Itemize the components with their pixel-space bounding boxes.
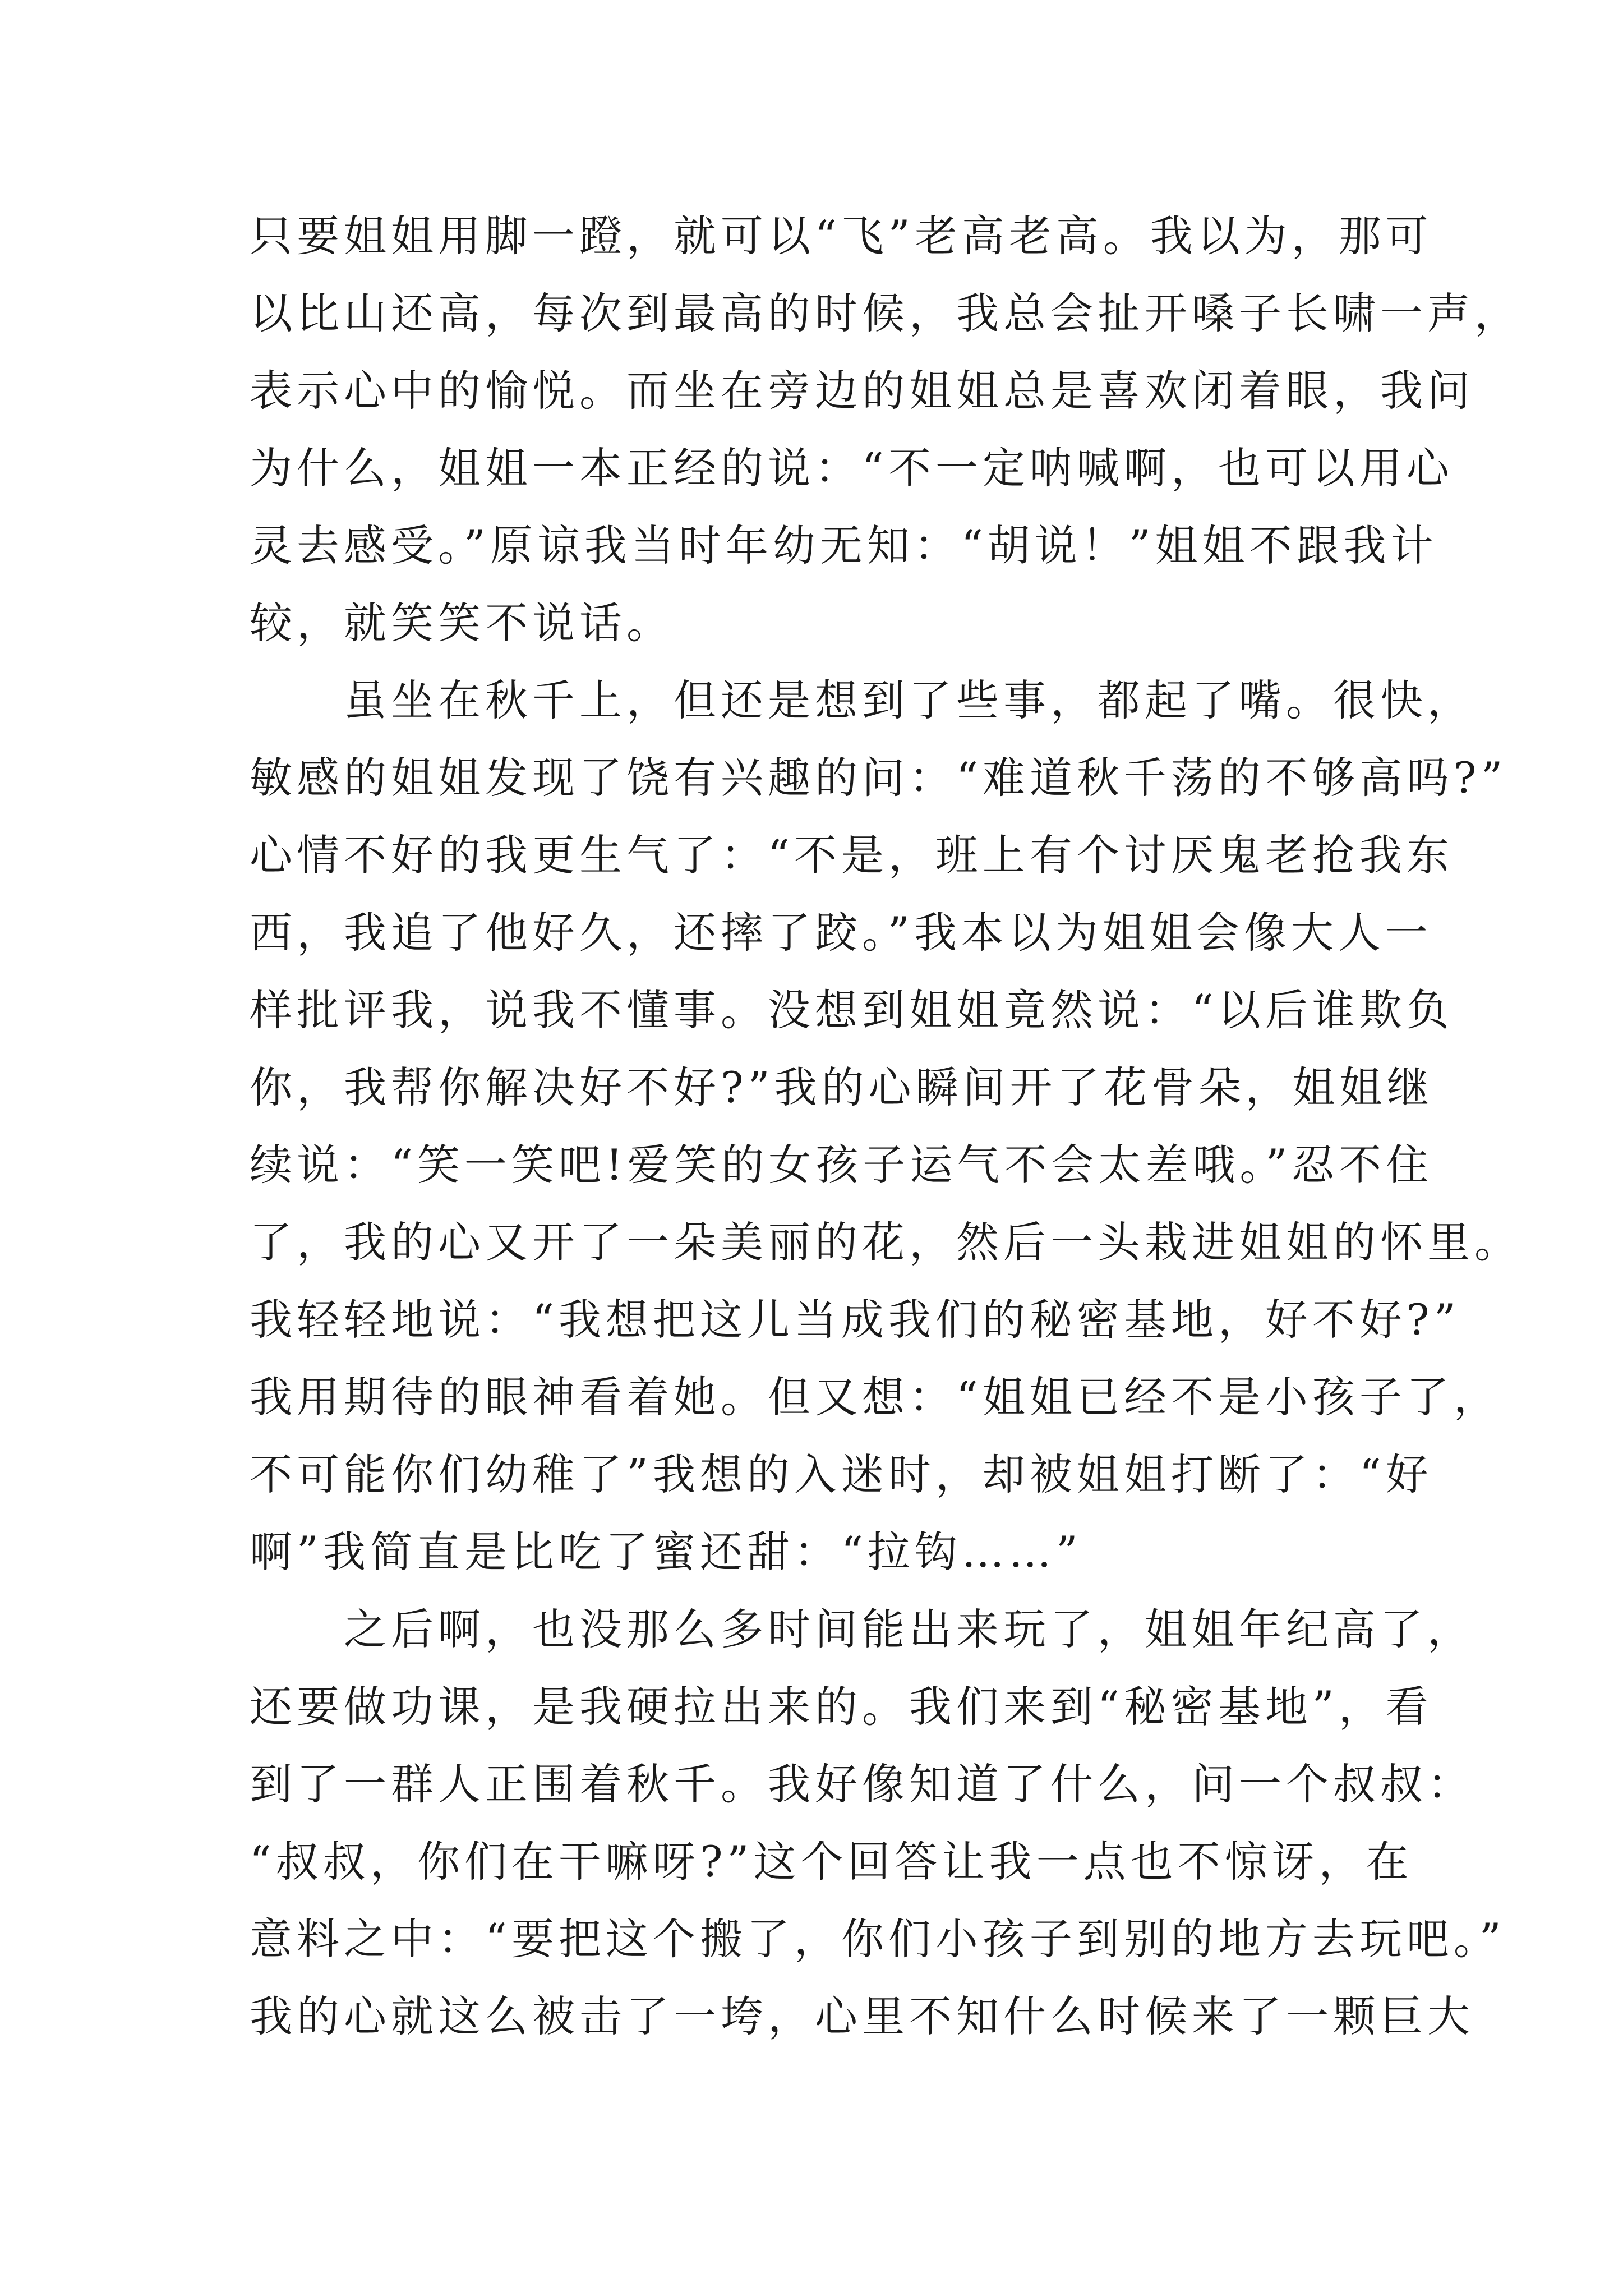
- text-line: 啊”我简直是比吃了蜜还甜：“拉钩……”: [250, 1527, 1082, 1577]
- text-line: 只要姐姐用脚一蹬，就可以“飞”老高老高。我以为，那可: [250, 211, 1433, 261]
- text-line: 灵去感受。”原谅我当时年幼无知：“胡说！”姐姐不跟我计: [250, 521, 1438, 570]
- text-line: 我的心就这么被击了一垮，心里不知什么时候来了一颗巨大: [250, 1991, 1474, 2041]
- text-line: 较，就笑笑不说话。: [250, 598, 674, 648]
- text-line: 样批评我，说我不懂事。没想到姐姐竟然说：“以后谁欺负: [250, 985, 1454, 1035]
- text-line: 之后啊，也没那么多时间能出来玩了，姐姐年纪高了，: [250, 1604, 1474, 1654]
- text-line: 了，我的心又开了一朵美丽的花，然后一头栽进姐姐的怀里。: [250, 1217, 1521, 1267]
- text-line: 不可能你们幼稚了”我想的入迷时，却被姐姐打断了：“好: [250, 1450, 1433, 1499]
- body-text: [250, 197, 1521, 2055]
- text-line: 以比山还高，每次到最高的时候，我总会扯开嗓子长啸一声，: [250, 288, 1521, 338]
- text-line: 表示心中的愉悦。而坐在旁边的姐姐总是喜欢闭着眼，我问: [250, 366, 1474, 416]
- text-line: “叔叔，你们在干嘛呀?”这个回答让我一点也不惊讶，在: [250, 1837, 1413, 1887]
- text-line: 还要做功课，是我硬拉出来的。我们来到“秘密基地”，看: [250, 1682, 1433, 1732]
- text-line: 你，我帮你解决好不好?”我的心瞬间开了花骨朵，姐姐继: [250, 1062, 1434, 1112]
- text-line: 敏感的姐姐发现了饶有兴趣的问：“难道秋千荡的不够高吗?”: [250, 753, 1507, 803]
- text-line: 到了一群人正围着秋千。我好像知道了什么，问一个叔叔：: [250, 1759, 1474, 1809]
- text-line: 心情不好的我更生气了：“不是，班上有个讨厌鬼老抢我东: [250, 830, 1454, 880]
- text-line: 为什么，姐姐一本正经的说：“不一定呐喊啊，也可以用心: [250, 443, 1454, 493]
- text-line: 西，我追了他好久，还摔了跤。”我本以为姐姐会像大人一: [250, 908, 1432, 958]
- text-line: 我用期待的眼神看着她。但又想：“姐姐已经不是小孩子了，: [250, 1372, 1501, 1422]
- text-line: 续说：“笑一笑吧!爱笑的女孩子运气不会太差哦。”忍不住: [250, 1140, 1433, 1190]
- text-line: 我轻轻地说：“我想把这儿当成我们的秘密基地，好不好?”: [250, 1295, 1460, 1345]
- text-line: 虽坐在秋千上，但还是想到了些事，都起了嘴。很快，: [250, 675, 1474, 725]
- text-line: 意料之中：“要把这个搬了，你们小孩子到别的地方去玩吧。”: [250, 1914, 1506, 1964]
